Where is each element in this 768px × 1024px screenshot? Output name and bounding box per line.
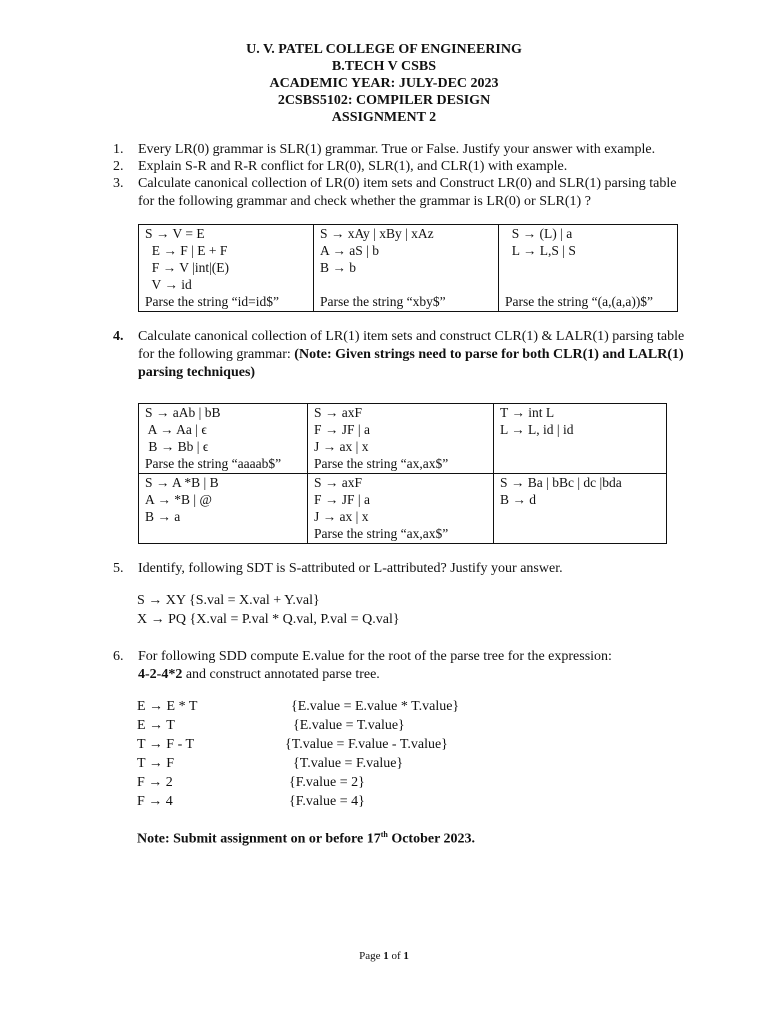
grammar-cell: S → Ba | bBc | dc |bda B → d bbox=[494, 474, 667, 544]
sdd-action: {E.value = T.value} bbox=[293, 718, 405, 733]
grammar-cell: S → aAb | bB A → Aa | ϵ B → Bb | ϵ Parse the string “aaaab$” bbox=[139, 404, 308, 474]
question-6: 6. For following SDD compute E.value for the root of the parse tree for the expression: 4-2-4*2 and construct annotated parse tree. bbox=[113, 649, 612, 682]
sdd-rule: F → 2 bbox=[137, 775, 173, 790]
sdd-rule: T → F - T bbox=[137, 737, 195, 752]
q4-note: (Note: Given strings need to parse for both CLR(1) and LALR(1) parsing techniques) bbox=[138, 347, 684, 380]
sdt-rule: S → XY {S.val = X.val + Y.val} bbox=[137, 593, 320, 608]
grammar-cell: T → int L L → L, id | id bbox=[494, 404, 667, 474]
question-4: 4. Calculate canonical collection of LR(1) item sets and construct CLR(1) & LALR(1) parsing table for the following grammar: (Note: Given strings need to parse for both CLR(1) and LALR(1) parsing techniques) bbox=[113, 329, 685, 380]
expression: 4-2-4*2 bbox=[138, 667, 183, 682]
question-3: 3. Calculate canonical collection of LR(0) item sets and Construct LR(0) and SLR(1) parsing table for the following grammar and check whether the grammar is LR(0) or SLR(1) ? bbox=[113, 176, 677, 209]
sdd-action: {T.value = F.value} bbox=[293, 756, 404, 771]
assignment-title: ASSIGNMENT 2 bbox=[331, 110, 437, 125]
sdd-action: {F.value = 2} bbox=[289, 775, 365, 790]
program-name: B.TECH V CSBS bbox=[331, 59, 437, 74]
college-name: U. V. PATEL COLLEGE OF ENGINEERING bbox=[246, 42, 522, 57]
question-1: 1. Every LR(0) grammar is SLR(1) grammar. True or False. Justify your answer with example. bbox=[113, 142, 656, 157]
sdd-rule: T → F bbox=[137, 756, 175, 771]
grammar-cell: S → A *B | B A → *B | @ B → a bbox=[139, 474, 308, 544]
grammar-cell: S → axF F → JF | a J → ax | x Parse the string “ax,ax$” bbox=[308, 404, 494, 474]
grammar-cell: S → (L) | a L → L,S | S Parse the string “(a,(a,a))$” bbox=[499, 225, 678, 312]
question-2: 2. Explain S-R and R-R conflict for LR(0), SLR(1), and CLR(1) with example. bbox=[113, 159, 568, 174]
page-footer: Page 1 of 1 bbox=[359, 950, 409, 962]
sdd-rule: E → T bbox=[137, 718, 175, 733]
course-title: 2CSBS5102: COMPILER DESIGN bbox=[277, 93, 491, 108]
sdd-action: {E.value = E.value * T.value} bbox=[291, 699, 460, 714]
document-header bbox=[0, 41, 768, 126]
sdd-rule: F → 4 bbox=[137, 794, 173, 809]
sdt-rule: X → PQ {X.val = P.val * Q.val, P.val = Q.val} bbox=[137, 612, 400, 627]
submission-note: Note: Submit assignment on or before 17th October 2023. bbox=[137, 830, 476, 847]
grammar-cell: S → xAy | xBy | xAz A → aS | b B → b Parse the string “xby$” bbox=[314, 225, 499, 312]
sdd-action: {F.value = 4} bbox=[289, 794, 365, 809]
grammar-cell: S → V = E E → F | E + F F → V |int|(E) V → id Parse the string “id=id$” bbox=[139, 225, 314, 312]
grammar-table-q3 bbox=[138, 224, 678, 312]
grammar-cell: S → axF F → JF | a J → ax | x Parse the string “ax,ax$” bbox=[308, 474, 494, 544]
question-5: 5. Identify, following SDT is S-attributed or L-attributed? Justify your answer. bbox=[113, 561, 563, 576]
sdd-action: {T.value = F.value - T.value} bbox=[285, 737, 448, 752]
grammar-table-q4 bbox=[138, 403, 667, 544]
sdd-rule: E → E * T bbox=[137, 699, 198, 714]
academic-year: ACADEMIC YEAR: JULY-DEC 2023 bbox=[269, 76, 499, 91]
